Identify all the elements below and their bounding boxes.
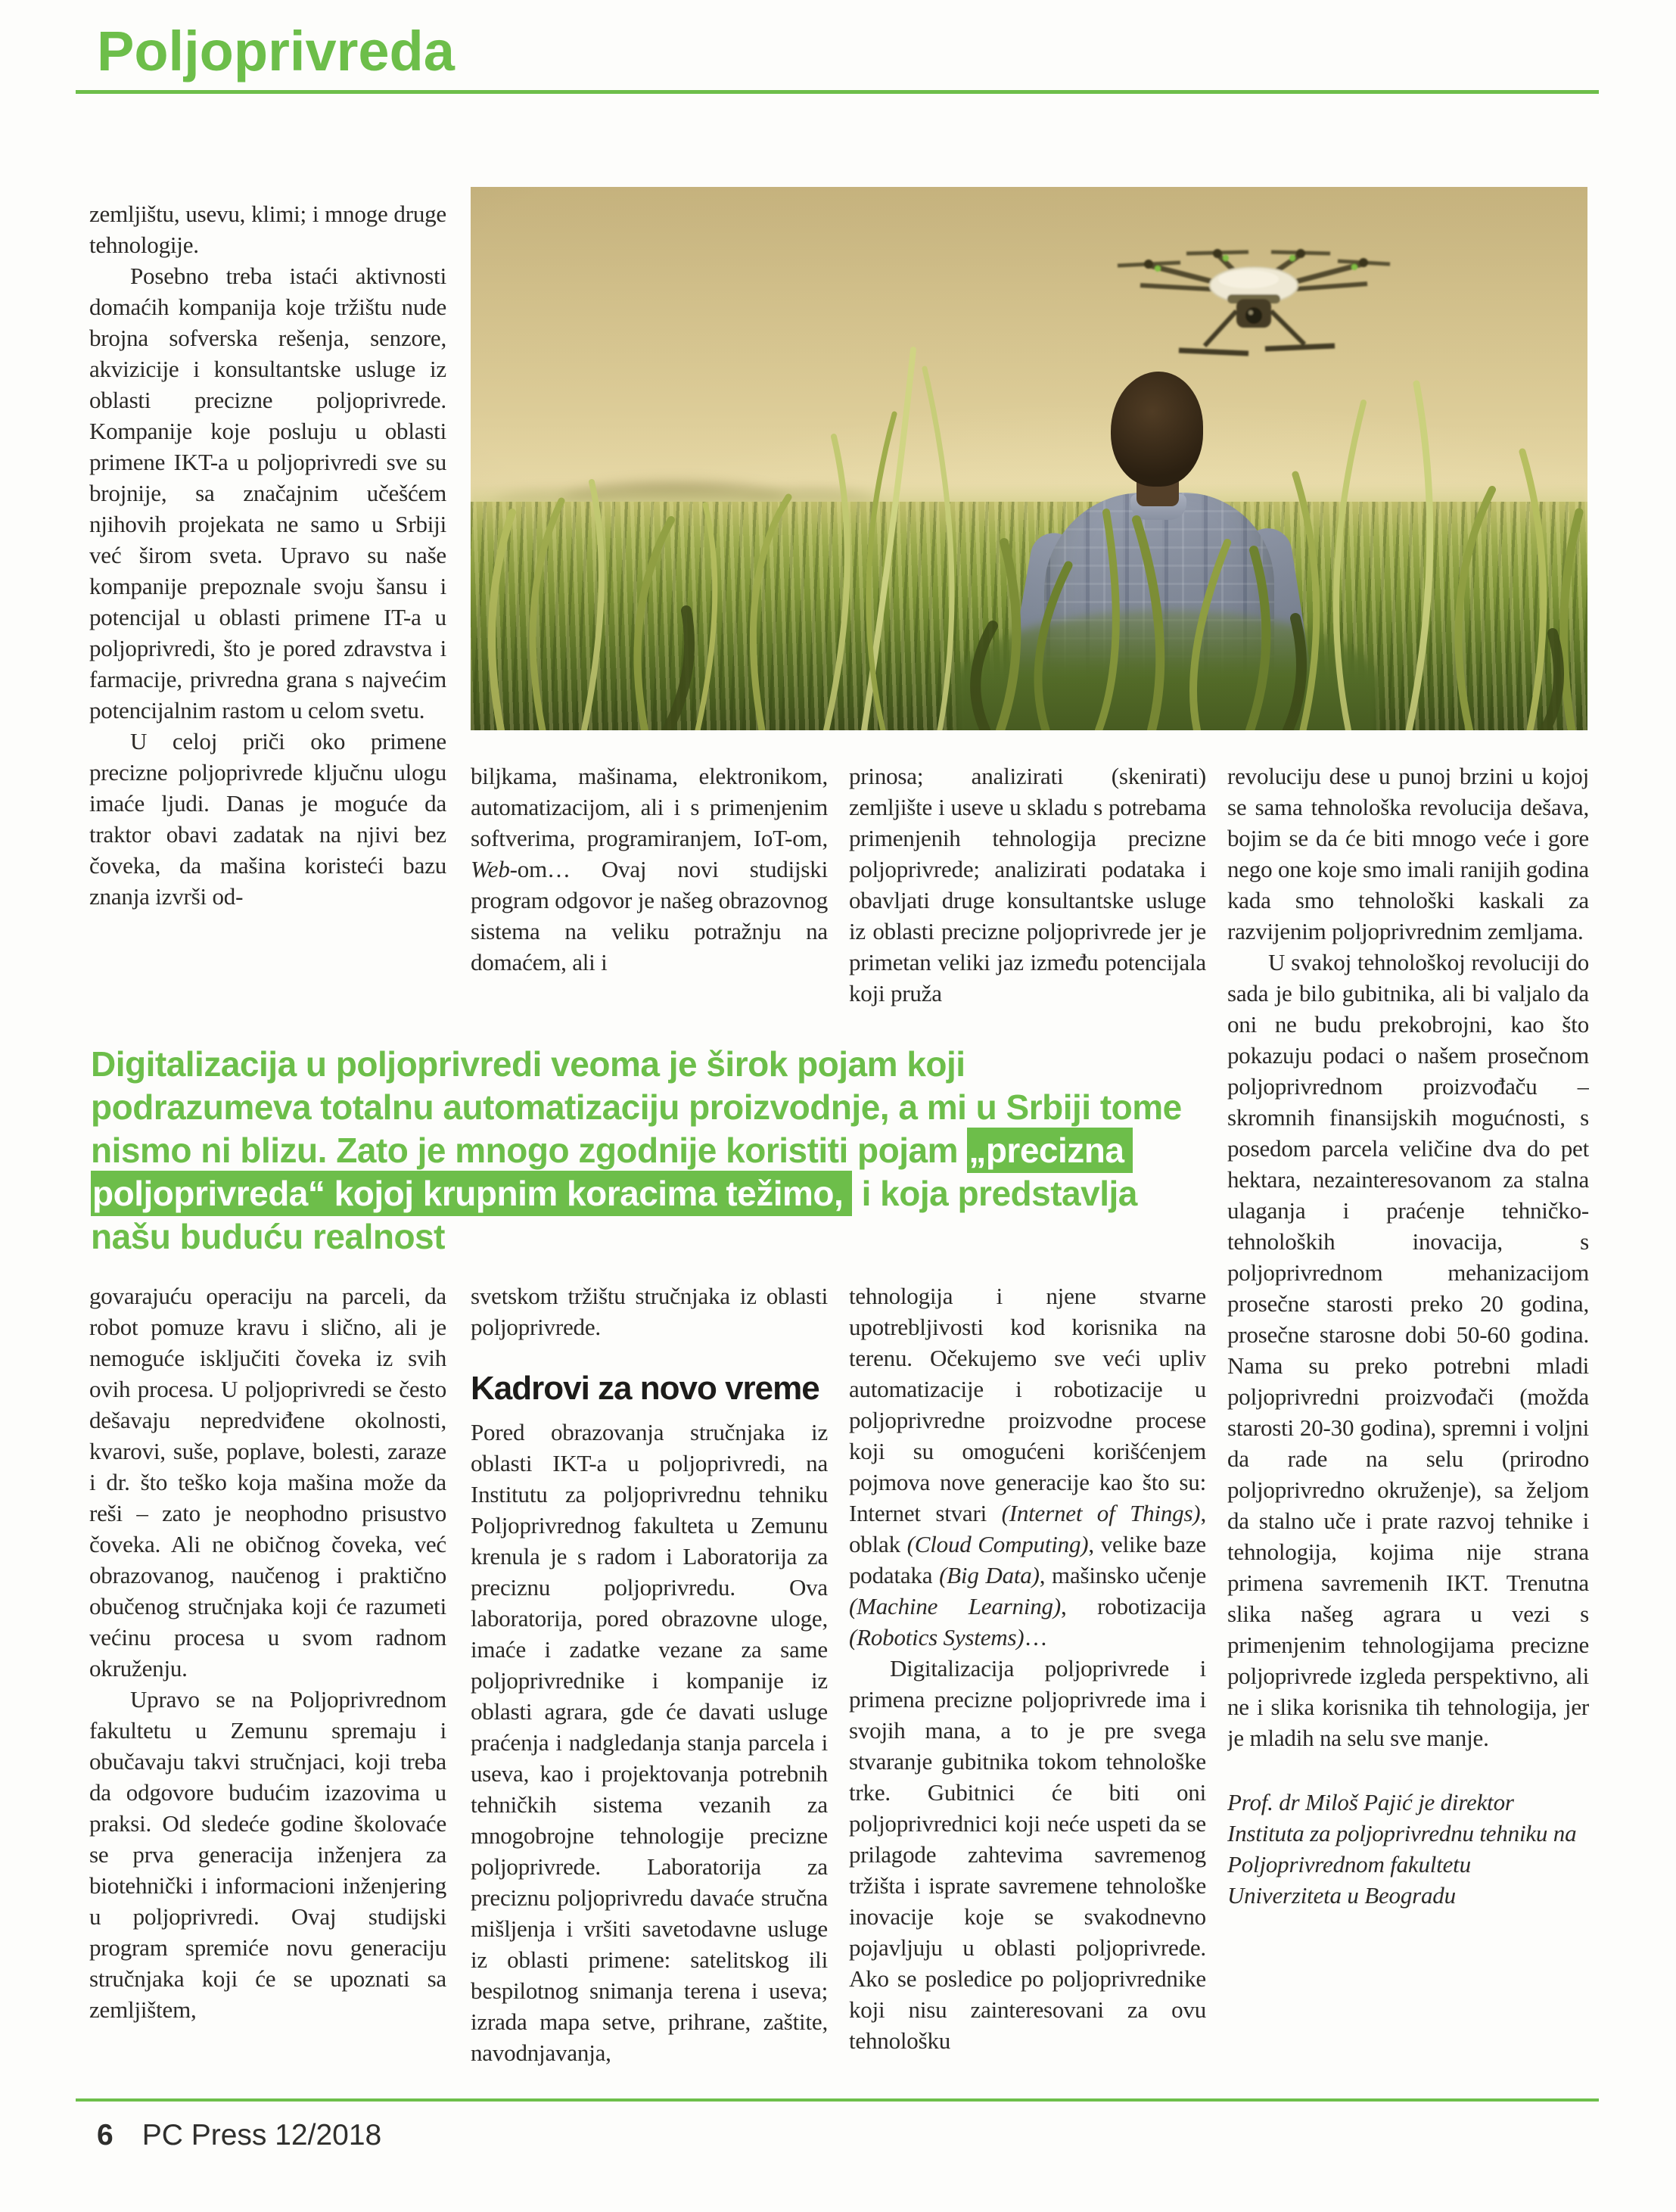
paragraph: Upravo se na Poljoprivrednom fakultetu u Zemunu spremaju i obučavaju takvi stručnjaci, koji treba da odgovore budućim izazovima u praksi. Od sledeće godine školovaće se prva generacija inženjera za biotehnički i informacioni inženjering u poljoprivredi. Ovaj studijski program spremiće novu generaciju stručnjaka koji će se upoznati sa zemljištem, [89,1686,446,2023]
paragraph: svetskom tržištu stručnjaka iz oblasti poljoprivrede. [471,1283,828,1340]
paragraph: govarajuću operaciju na parceli, da robot pomuze kravu i slično, ali je nemoguće isključiti čoveka iz svih ovih procesa. U poljoprivredi se često dešavaju nepredviđene okolnosti, kvarovi, suše, poplave, bolesti, zaraze i dr. što teško koja mašina može da reši – zato je neophodno prisustvo čoveka. Ali ne običnog čoveka, već obrazovanog, naučenog i praktično obučenog stručnjaka koji će razumeti većinu procesa u svom radnom okruženju. [89,1283,446,1682]
column-4 [1227,761,1589,2096]
pull-quote-highlight: „precizna poljoprivreda“ kojoj krupnim koracima težimo, [91,1128,1133,1216]
paragraph: tehnologija i njene stvarne upotrebljivosti kod korisnika na terenu. Očekujemo sve veći upliv automatizacije i robotizacije u poljoprivredne proizvodne procese koji su omogućeni korišćenjem pojmova nove generacije kao što su: Internet stvari (Internet of Things), oblak (Cloud Computing), velike baze podataka (Big Data), mašinsko učenje (Machine Learning), robotizacija (Robotics Systems)… [849,1283,1206,1650]
column-1-bottom [89,1280,446,2094]
pull-quote-text: i koja predstavlja našu buduću realnost [91,1174,1137,1256]
column-3-middle [849,761,1206,1042]
column-2-middle [471,761,828,1042]
pull-quote-text: Digitalizacija u poljoprivredi veoma je širok pojam koji podrazumeva totalnu automatizaciju proizvodnje, a mi u Srbiji tome nismo ni blizu. Zato je mnogo zgodnije koristiti pojam [91,1044,1182,1170]
paragraph: revoluciju dese u punoj brzini u kojoj se sama tehnološka revolucija dešava, bojim se da će biti mnogo veće i gore nego one koje smo imali ranijih godina kada smo tehnološki kaskali za razvijenim poljoprivrednim zemljama. [1227,763,1589,944]
paragraph: prinosa; analizirati (skenirati) zemljište i useve u skladu s potrebama primenjenih tehnologija precizne poljoprivrede; analizirati podataka i obavljati druge konsultantske usluge iz oblasti precizne poljoprivrede jer je primetan veliki jaz između potencijala koji pruža [849,763,1206,1006]
paragraph: U svakoj tehnološkoj revoluciji do sada je bilo gubitnika, ali bi valjalo da oni ne budu prekobrojni, kao što pokazuju podaci o našem prosečnom poljoprivrednom proizvođaču – skromnih finansijskih mogućnosti, s posedom parcela veličine dva do pet hektara, nezainteresovanom za stalna ulaganja i praćenje tehničko-tehnoloških inovacija, s poljoprivrednom mehanizacijom prosečne starosti preko 20 godina, prosečne starosne dobi 50-60 godina. Nama su preko potrebni mladi poljoprivredni proizvođači (možda starosti 20-30 godina), spremni i voljni da rade na selu (prirodno poljoprivredno okruženje), sa željom da stalno uče i prate razvoj tehnike i tehnologija, kojima nije strana primena savremenih IKT. Trenutna slika našeg agrara u vezi s primenjenim tehnologijama precizne poljoprivrede izgleda perspektivno, ali ne i slika korisnika tih tehnologija, jer je mladih na selu sve manje. [1227,949,1589,1751]
column-1-top [89,198,446,1034]
column-3-bottom [849,1280,1206,2094]
paragraph: Posebno treba istaći aktivnosti domaćih kompanija koje tržištu nude brojna sofverska rešenja, senzore, akvizicije i konsultantske usluge iz oblasti precizne poljoprivrede. Kompanije koje posluju u oblasti primene IKT-a u poljoprivredi sve su brojnije, sa značajnim učešćem njihovih projekata ne samo u Srbiji već širom sveta. Upravo su naše kompanije prepoznale svoju šansu i potencijal u oblasti primene IT-a u poljoprivredi, što je pored zdravstva i farmacije, privredna grana s najvećim potencijalnim rastom u celom svetu. [89,263,446,723]
farmer-head [1111,372,1203,487]
page-number: 6 [97,2119,113,2151]
page-footer [97,2119,381,2152]
paragraph: Pored obrazovanja stručnjaka iz oblasti IKT-a u poljoprivredi, na Institutu za poljoprivrednu tehniku Poljoprivrednog fakulteta u Zemunu krenula je s radom i Laboratorija za preciznu poljoprivredu. Ova laboratorija, pored obrazovne uloge, imaće i zadatke vezane za same poljoprivrednike i kompanije iz oblasti agrara, gde će davati usluge praćenja i nadgledanja stanja parcela i useva, kao i projektovanja potrebnih tehničkih sistema vezanih za mnogobrojne tehnologije precizne poljoprivrede. Laboratorija za preciznu poljoprivredu davaće stručna mišljenja i vršiti savetodavne usluge iz oblasti primene: satelitskog ili bespilotnog snimanja terena i useva; izrada mapa setve, prihrane, zaštite, navodnjavanja, [471,1419,828,2066]
column-2-bottom [471,1280,828,2094]
issue-label: PC Press 12/2018 [141,2119,382,2151]
footer-rule [76,2098,1599,2102]
article-photo [471,187,1587,730]
paragraph: zemljištu, usevu, klimi; i mnoge druge tehnologije. [89,201,446,258]
pull-quote [91,1043,1189,1258]
paragraph: Digitalizacija poljoprivrede i primena precizne poljoprivrede ima i svojih mana, a to je pre svega stvaranje gubitnika tokom tehnološke trke. Gubitnici će biti oni poljoprivrednici koji neće uspeti da se prilagode zahtevima savremenog tržišta i isprate savremene tehnološke inovacije koje se svakodnevno pojavljuju u oblasti poljoprivrede. Ako se posledice po poljoprivrednike koji nisu zainteresovani za ovu tehnološku [849,1655,1206,2054]
author-credit: Prof. dr Miloš Pajić je direktor Instituta za poljoprivrednu tehniku na Poljoprivrednom fakultetu Univerziteta u Beogradu [1227,1789,1577,1909]
subsection-heading: Kadrovi za novo vreme [471,1370,819,1407]
paragraph: biljkama, mašinama, elektronikom, automatizacijom, ali i s primenjenim softverima, programiranjem, IoT-om, Web-om… Ovaj novi studijski program odgovor je našeg obrazovnog sistema na veliku potražnju na domaćem, ali i [471,763,828,975]
masthead-rule [76,90,1599,94]
section-title: Poljoprivreda [97,20,455,82]
paragraph: U celoj priči oko primene precizne poljoprivrede ključnu ulogu imaće ljudi. Danas je moguće da traktor obavi zadatak na njivi bez čoveka, da mašina koristeći bazu znanja izvrši od- [89,728,446,910]
